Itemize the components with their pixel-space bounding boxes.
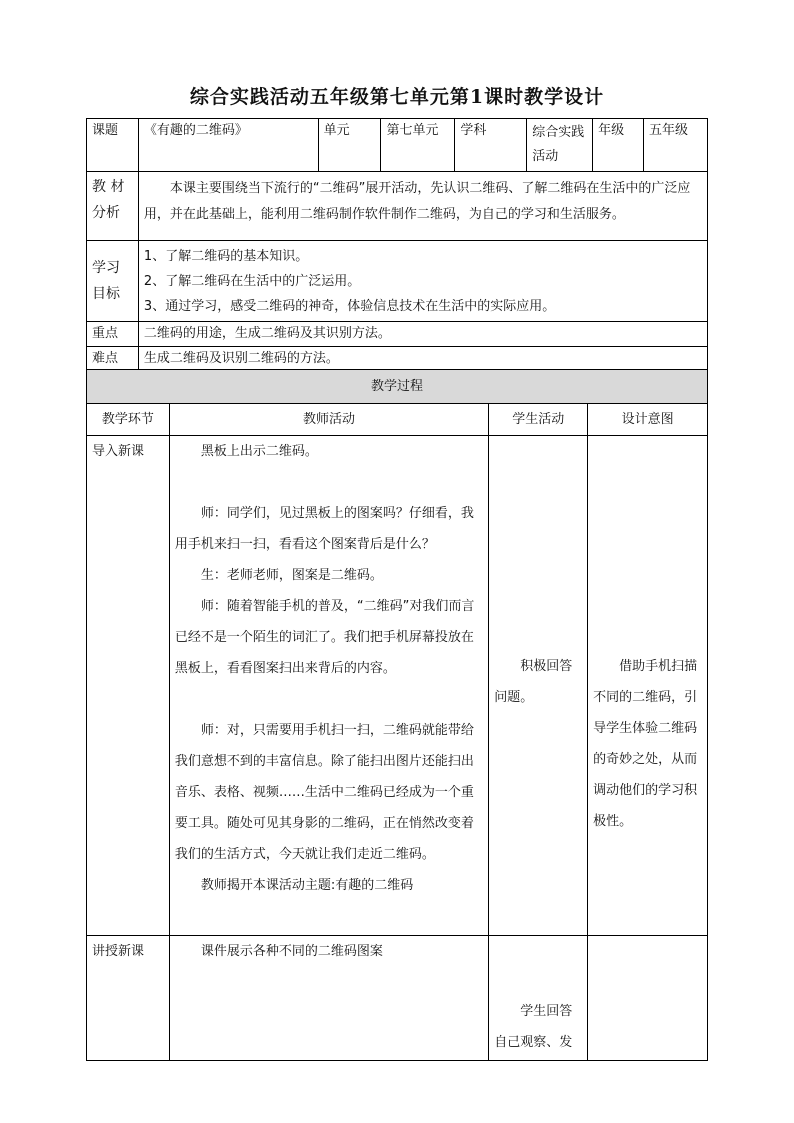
lecture-teacher-line: 课件展示各种不同的二维码图案	[200, 944, 383, 959]
unit-value: 第七单元	[381, 119, 455, 172]
intro-teacher-line: 生：老师老师，图案是二维码。	[200, 568, 383, 583]
difficulty-row	[87, 347, 708, 372]
goal-item: 3、通过学习，感受二维码的神奇，体验信息技术在生活中的实际应用。	[143, 299, 556, 314]
intro-teacher-line: 师：对，只需要用手机扫一扫，二维码就能带给我们意想不到的丰富信息。除了能扫出图片还能扫出音乐、表格、视频……生活中二维码已经成为一个重要工具。随处可见其身影的二维码，正在悄然改变着我们的生活方式，今天就让我们走近二维码。	[174, 723, 474, 862]
goals-label: 学习目标	[87, 241, 139, 322]
intro-teacher-line: 师：同学们，见过黑板上的图案吗？仔细看，我用手机来扫一扫，看看这个图案背后是什么？	[174, 506, 474, 552]
unit-label: 单元	[318, 119, 381, 172]
process-table	[86, 369, 708, 1061]
intro-student-activity: 积极回答问题。	[494, 659, 573, 705]
grade-label: 年级	[593, 119, 644, 172]
info-table	[86, 118, 708, 372]
intro-design-intent: 借助手机扫描不同的二维码，引导学生体验二维码的奇妙之处，从而调动他们的学习积极性。	[593, 659, 698, 829]
difficulty-label: 难点	[87, 347, 139, 372]
lecture-student-activity: 学生回答自己观察、发	[494, 1004, 573, 1050]
process-header-row	[87, 370, 708, 404]
col-teacher: 教师活动	[169, 404, 488, 436]
col-student: 学生活动	[489, 404, 588, 436]
goals-row	[87, 241, 708, 322]
col-stage: 教学环节	[87, 404, 170, 436]
intro-teacher-line: 黑板上出示二维码。	[200, 444, 318, 459]
difficulty-text: 生成二维码及识别二维码的方法。	[138, 347, 707, 372]
analysis-label: 教 材分析	[87, 172, 139, 241]
goal-item: 1、了解二维码的基本知识。	[143, 249, 309, 264]
col-intent: 设计意图	[588, 404, 708, 436]
analysis-row	[87, 172, 708, 241]
intro-teacher-line: 教师揭开本课活动主题:有趣的二维码	[200, 878, 414, 893]
topic-label: 课题	[87, 119, 139, 172]
intro-row	[87, 436, 708, 936]
lecture-row	[87, 936, 708, 1061]
lecture-design-intent	[588, 936, 708, 1061]
subject-value: 综合实践活动	[527, 119, 593, 172]
goal-item: 2、了解二维码在生活中的广泛运用。	[143, 274, 361, 289]
grade-value: 五年级	[644, 119, 708, 172]
column-header-row	[87, 404, 708, 436]
subject-label: 学科	[455, 119, 527, 172]
info-row	[87, 119, 708, 172]
key-point-row	[87, 322, 708, 347]
page-title: 综合实践活动五年级第七单元第1课时教学设计	[189, 86, 605, 108]
intro-teacher-line: 师：随着智能手机的普及，“二维码”对我们而言已经不是一个陌生的词汇了。我们把手机屏幕投放在黑板上，看看图案扫出来背后的内容。	[174, 599, 475, 676]
analysis-text: 本课主要围绕当下流行的“二维码”展开活动，先认识二维码、了解二维码在生活中的广泛应用，并在此基础上，能利用二维码制作软件制作二维码，为自己的学习和生活服务。	[143, 181, 691, 222]
topic-value: 《有趣的二维码》	[138, 119, 318, 172]
key-point-text: 二维码的用途，生成二维码及其识别方法。	[138, 322, 707, 347]
intro-stage: 导入新课	[87, 436, 170, 936]
key-point-label: 重点	[87, 322, 139, 347]
lecture-stage: 讲授新课	[87, 936, 170, 1061]
process-header: 教学过程	[87, 370, 708, 404]
